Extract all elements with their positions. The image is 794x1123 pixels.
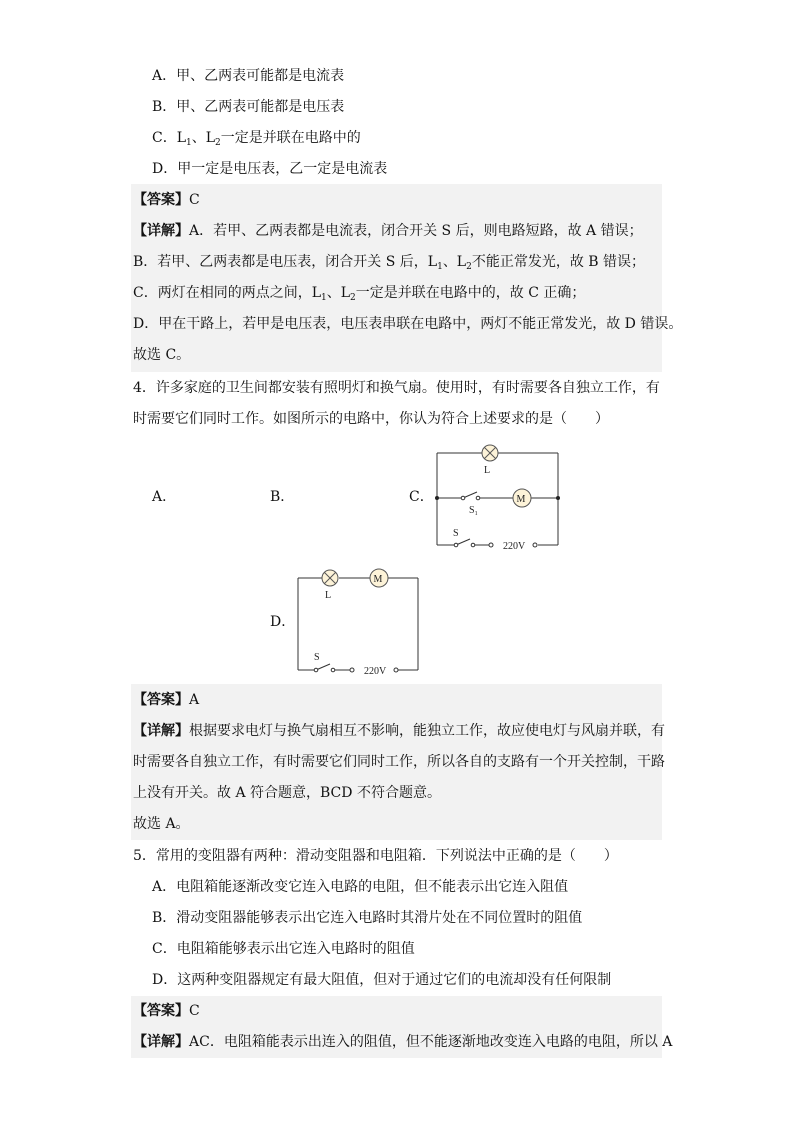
q3-detail-line-4: D．甲在干路上，若甲是电压表，电压表串联在电路中，两灯不能正常发光，故 D 错误。 xyxy=(133,316,683,332)
q3-option-b: B．甲、乙两表可能都是电压表 xyxy=(152,99,345,115)
lamp-label: L xyxy=(484,465,491,476)
q3-option-d: D．甲一定是电压表，乙一定是电流表 xyxy=(152,161,388,177)
q5-answer-block xyxy=(131,996,673,1058)
q4-option-c-label: C． xyxy=(409,489,434,505)
q3-answer: 【答案】C xyxy=(133,192,200,208)
q5-stem: 5．常用的变阻器有两种：滑动变阻器和电阻箱．下列说法中正确的是（ ） xyxy=(133,848,618,864)
terminal-icon xyxy=(350,668,354,672)
q4-detail-line-4: 故选 A。 xyxy=(133,816,190,832)
q5-option-b: B．滑动变阻器能够表示出它连入电路时其滑片处在不同位置时的阻值 xyxy=(152,910,583,926)
svg-text:M: M xyxy=(373,574,383,585)
q4-answer: 【答案】A xyxy=(133,692,200,708)
q5-option-c: C．电阻箱能够表示出它连入电路时的阻值 xyxy=(152,941,415,957)
junction-dot xyxy=(435,496,439,500)
motor-icon xyxy=(370,569,388,587)
voltage-label: 220V xyxy=(503,541,526,552)
q4-stem-line-2: 时需要它们同时工作。如图所示的电路中，你认为符合上述要求的是（ ） xyxy=(133,411,609,427)
lamp-icon xyxy=(322,570,338,586)
motor-icon xyxy=(513,489,531,507)
q3-option-c: C．$L_1$、$L_2$一定是并联在电路中的 xyxy=(152,130,361,148)
switch-contact-icon xyxy=(471,543,475,547)
q3-detail-line-3: C．两灯在相同的两点之间，$L_1$、$L_2$一定是并联在电路中的，故 C 正确； xyxy=(133,285,586,303)
q5-option-a: A．电阻箱能逐渐改变它连入电路的电阻，但不能表示出它连入阻值 xyxy=(152,879,569,895)
q4-option-b-label: B． xyxy=(270,489,295,505)
terminal-icon xyxy=(489,543,493,547)
q3-option-a: A．甲、乙两表可能都是电流表 xyxy=(152,68,345,84)
switch-contact-icon xyxy=(454,543,458,547)
switch-contact-icon xyxy=(476,496,480,500)
lamp-icon xyxy=(482,445,498,461)
switch-s1-label: $S_1$ xyxy=(469,505,478,517)
terminal-icon xyxy=(533,543,537,547)
circuit-diagram-c xyxy=(425,440,575,555)
circuit-diagram-d xyxy=(290,565,430,680)
q4-detail-line-2: 时需要各自独立工作，有时需要它们同时工作，所以各自的支路有一个开关控制，干路 xyxy=(133,754,665,770)
switch-contact-icon xyxy=(331,668,335,672)
terminal-icon xyxy=(394,668,398,672)
q4-detail-line-1: 【详解】根据要求电灯与换气扇相互不影响，能独立工作，故应使电灯与风扇并联，有 xyxy=(133,723,665,739)
junction-dot xyxy=(556,496,560,500)
switch-s-label: S xyxy=(314,652,320,663)
q4-option-d-label: D． xyxy=(270,614,296,630)
switch-s-label: S xyxy=(453,528,459,539)
switch-contact-icon xyxy=(461,496,465,500)
svg-text:M: M xyxy=(516,494,526,505)
q5-option-d: D．这两种变阻器规定有最大阻值，但对于通过它们的电流却没有任何限制 xyxy=(152,972,612,988)
q4-detail-line-3: 上没有开关。故 A 符合题意，BCD 不符合题意。 xyxy=(133,785,441,801)
q3-detail-line-1: 【详解】A．若甲、乙两表都是电流表，闭合开关 S 后，则电路短路，故 A 错误； xyxy=(133,223,643,239)
switch-contact-icon xyxy=(314,668,318,672)
q4-answer-block xyxy=(131,684,665,840)
q3-answer-block xyxy=(131,184,683,372)
q3-detail-line-2: B．若甲、乙两表都是电压表，闭合开关 S 后，$L_1$、$L_2$不能正常发光，故 B 错误； xyxy=(133,254,646,272)
q4-option-a-label: A． xyxy=(152,489,177,505)
q5-detail-line-1: 【详解】AC．电阻箱能表示出连入的阻值，但不能逐渐地改变连入电路的电阻，所以 A xyxy=(133,1034,673,1050)
q5-answer: 【答案】C xyxy=(133,1003,200,1019)
q3-detail-line-5: 故选 C。 xyxy=(133,347,191,363)
lamp-label: L xyxy=(325,590,332,601)
voltage-label: 220V xyxy=(364,666,387,677)
q4-stem-line-1: 4．许多家庭的卫生间都安装有照明灯和换气扇。使用时，有时需要各自独立工作，有 xyxy=(133,380,660,396)
